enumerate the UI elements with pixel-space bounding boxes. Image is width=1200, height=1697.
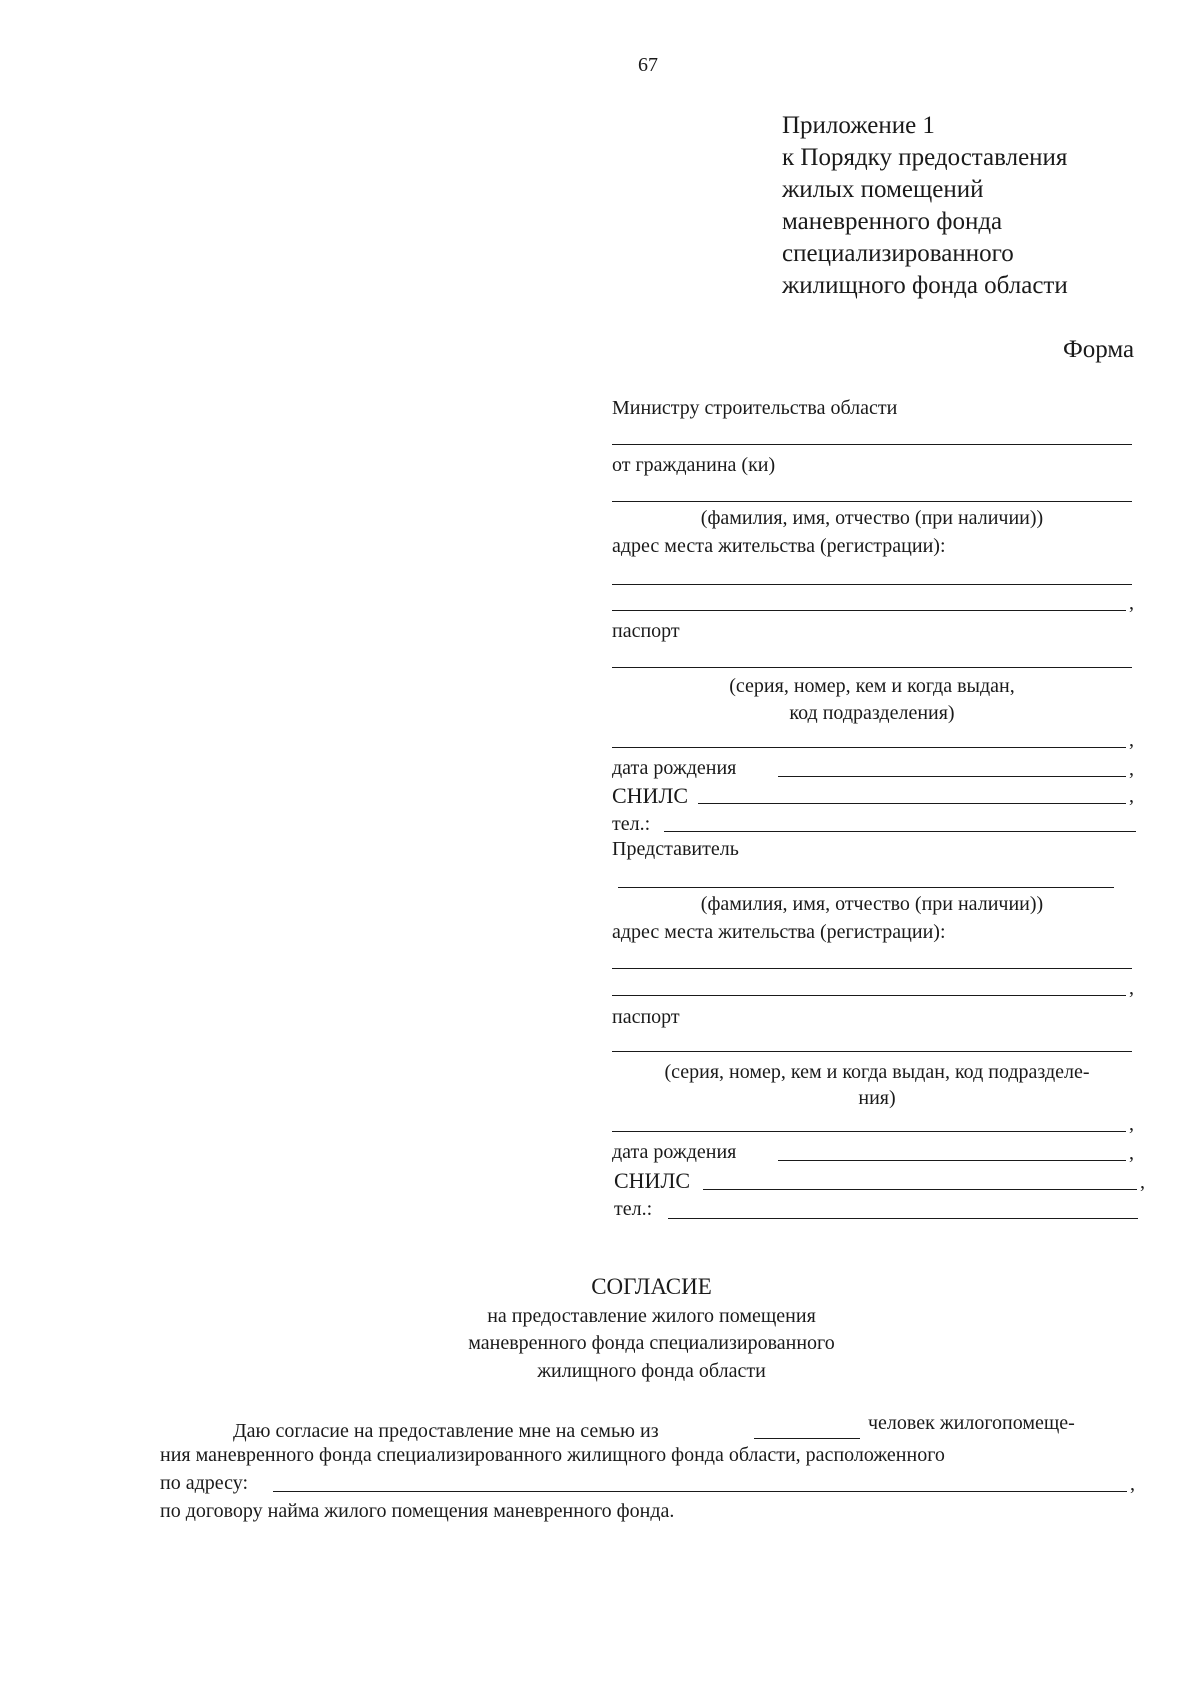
consent-body-line-2: ния маневренного фонда специализированного жилищного фонда области, расположенного (160, 1444, 945, 1466)
citizen-passport-hint-2: код подразделения) (789, 702, 955, 724)
citizen-fio-hint: (фамилия, имя, отчество (при наличии)) (700, 507, 1044, 529)
representative-address-field-2[interactable] (612, 995, 1126, 996)
representative-passport-field-2[interactable] (612, 1131, 1126, 1132)
representative-passport-hint-2: ния) (858, 1087, 896, 1109)
representative-snils-field[interactable] (703, 1189, 1137, 1190)
representative-fio-hint: (фамилия, имя, отчество (при наличии)) (700, 893, 1044, 915)
consent-address-field[interactable] (273, 1491, 1127, 1492)
representative-birth-field[interactable] (778, 1160, 1126, 1161)
citizen-snils-field[interactable] (698, 803, 1126, 804)
representative-fio-field[interactable] (618, 887, 1114, 888)
consent-body-line-1b: человек жилогопомеще- (868, 1412, 1075, 1434)
citizen-snils-label: СНИЛС (612, 783, 689, 808)
appendix-line-3: жилых помещений (782, 176, 984, 203)
form-label: Форма (1063, 336, 1135, 363)
appendix-line-2: к Порядку предоставления (782, 144, 1068, 171)
citizen-birth-field[interactable] (778, 776, 1126, 777)
consent-subtitle-1: на предоставление жилого помещения (487, 1305, 816, 1327)
consent-subtitle-2: маневренного фонда специализированного (468, 1332, 835, 1354)
consent-body-line-4: по договору найма жилого помещения маневренного фонда. (160, 1500, 675, 1522)
citizen-phone-label: тел.: (612, 813, 651, 835)
citizen-fio-field[interactable] (612, 501, 1132, 502)
citizen-phone-field[interactable] (664, 831, 1136, 832)
representative-address-field-1[interactable] (612, 968, 1132, 969)
consent-body-line-3: по адресу: (160, 1472, 249, 1494)
citizen-address-field-2[interactable] (612, 610, 1126, 611)
appendix-line-5: специализированного (782, 240, 1014, 267)
representative-passport-field[interactable] (612, 1051, 1132, 1052)
citizen-passport-field-2[interactable] (612, 747, 1126, 748)
consent-title: СОГЛАСИЕ (591, 1274, 712, 1299)
representative-passport-hint-1: (серия, номер, кем и когда выдан, код подразделе- (664, 1061, 1090, 1083)
consent-body-line-1a: Даю согласие на предоставление мне на семью из (233, 1420, 659, 1442)
from-citizen-label: от гражданина (ки) (612, 454, 776, 476)
representative-snils-label: СНИЛС (614, 1168, 691, 1193)
page-number: 67 (638, 54, 658, 76)
citizen-passport-field[interactable] (612, 667, 1132, 668)
citizen-address-field-1[interactable] (612, 584, 1132, 585)
representative-phone-label: тел.: (614, 1198, 653, 1220)
citizen-address-label: адрес места жительства (регистрации): (612, 535, 946, 557)
appendix-line-4: маневренного фонда (782, 208, 1003, 235)
representative-birth-label: дата рождения (612, 1141, 737, 1163)
representative-phone-field[interactable] (668, 1218, 1138, 1219)
citizen-birth-label: дата рождения (612, 757, 737, 779)
citizen-passport-label: паспорт (612, 620, 680, 642)
representative-title: Представитель (612, 838, 739, 860)
addressee-to: Министру строительства области (612, 397, 898, 419)
citizen-passport-hint-1: (серия, номер, кем и когда выдан, (729, 675, 1015, 697)
appendix-title: Приложение 1 (782, 112, 935, 139)
consent-subtitle-3: жилищного фонда области (537, 1360, 766, 1382)
family-size-field[interactable] (754, 1438, 860, 1439)
appendix-line-6: жилищного фонда области (782, 272, 1068, 299)
addressee-line[interactable] (612, 444, 1132, 445)
representative-passport-label: паспорт (612, 1006, 680, 1028)
representative-address-label: адрес места жительства (регистрации): (612, 921, 946, 943)
